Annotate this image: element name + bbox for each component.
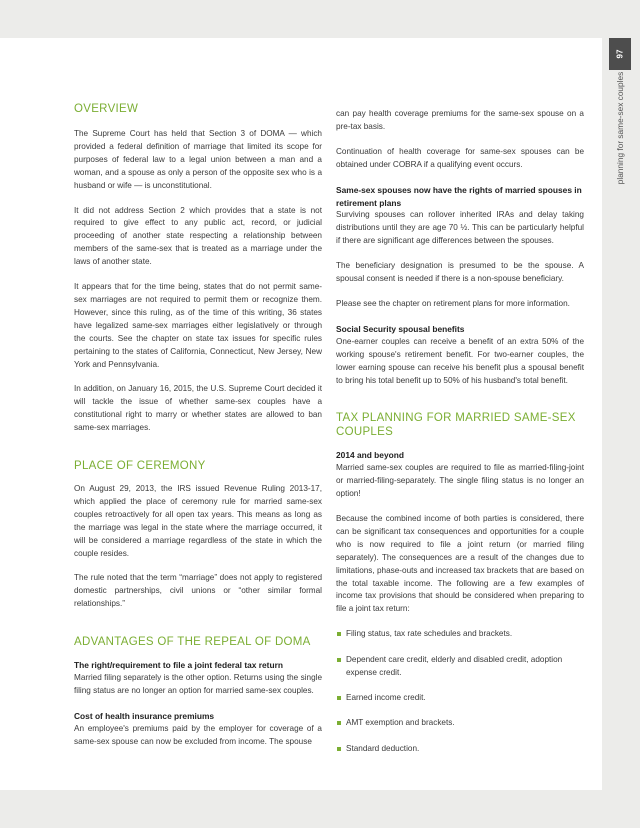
retirement-subheading: Same-sex spouses now have the rights of married spouses in retirement plans bbox=[336, 184, 582, 208]
ceremony-paragraph: On August 29, 2013, the IRS issued Revenue Ruling 2013-17, which applied the place of ceremony rule for married same-sex couples retroactively for all open tax years. This means as long as the marriage was legal in the state where the marriage occurred, it will be considered a marriage regardless of the state in which the couple resides. bbox=[74, 484, 322, 558]
health-premiums-paragraph: An employee's premiums paid by the employer for coverage of a same-sex spouse can now be excluded from income. The spouse bbox=[74, 723, 322, 746]
place-of-ceremony-heading: PLACE OF CEREMONY bbox=[74, 460, 206, 473]
running-section-title: planning for same-sex couples bbox=[615, 71, 625, 185]
list-item: Standard deduction. bbox=[336, 743, 584, 756]
list-item: Filing status, tax rate schedules and brackets. bbox=[336, 628, 584, 641]
page-number-tab bbox=[609, 38, 631, 70]
joint-return-subheading: The right/requirement to file a joint federal tax return bbox=[74, 660, 283, 671]
beyond-2014-paragraph: Married same-sex couples are required to file as married-filing-joint or married-filing-separately. The single filing status is no longer an option! bbox=[336, 463, 584, 499]
health-continued-paragraph: can pay health coverage premiums for the same-sex spouse on a pre-tax basis. bbox=[336, 109, 584, 131]
health-premiums-subheading: Cost of health insurance premiums bbox=[74, 710, 215, 721]
advantages-heading: ADVANTAGES OF THE REPEAL OF DOMA bbox=[74, 636, 311, 649]
retirement-paragraph: Please see the chapter on retirement plans for more information. bbox=[336, 298, 570, 308]
left-column bbox=[74, 102, 322, 749]
retirement-paragraph: The beneficiary designation is presumed to be the spouse. A spousal consent is needed if there is a non-spouse beneficiary. bbox=[336, 261, 584, 284]
list-item: Earned income credit. bbox=[336, 692, 584, 705]
right-column bbox=[336, 108, 584, 768]
list-item: AMT exemption and brackets. bbox=[336, 717, 584, 730]
social-security-paragraph: One-earner couples can receive a benefit of an extra 50% of the working spouse's retirement benefit. For two-earner couples, the lower earning spouse can receive his benefit plus a spousal benefit to bring his total benefit up to 50% of his husband's total benefit. bbox=[336, 336, 584, 385]
overview-paragraph: It did not address Section 2 which provides that a state is not required to give effect to any public act, record, or judicial proceeding of another state respecting a relationship between members of the same-sex that is treated as a marriage under the laws of another state. bbox=[74, 205, 322, 267]
overview-paragraph: In addition, on January 16, 2015, the U.S. Supreme Court decided it will tackle the issue of whether same-sex couples have a constitutional right to marry or whether states are allowed to ban same-sex marriages. bbox=[74, 384, 322, 433]
tax-planning-heading: TAX PLANNING FOR MARRIED SAME-SEX COUPLES bbox=[336, 412, 576, 439]
beyond-2014-subheading: 2014 and beyond bbox=[336, 450, 404, 461]
tax-provisions-list bbox=[336, 628, 584, 755]
overview-paragraph: The Supreme Court has held that Section 3 of DOMA — which provided a federal definition of marriage that limited its scope for purposes of federal law to a legal union between a man and a woman, and a spouse as only a person of the opposite sex who is a husband or wife — is unconstitutional. bbox=[74, 129, 322, 190]
overview-heading: OVERVIEW bbox=[74, 103, 139, 115]
social-security-subheading: Social Security spousal benefits bbox=[336, 323, 465, 334]
beyond-2014-paragraph: Because the combined income of both parties is considered, there can be significant tax consequences and opportunities for a couple who is now required to file a joint return (or married filing separately). The consequences are a result of the changes due to limitations, phase-outs and increased tax brackets that are based on the total taxable income. The following are a few examples of income tax provisions that should be considered when preparing to file a joint tax return: bbox=[336, 514, 584, 614]
list-item: Dependent care credit, elderly and disabled credit, adoption expense credit. bbox=[336, 654, 584, 680]
joint-return-paragraph: Married filing separately is the other option. Returns using the single filing status are no longer an option for married same-sex couples. bbox=[74, 673, 322, 695]
page-number: 97 bbox=[615, 49, 625, 59]
ceremony-paragraph: The rule noted that the term “marriage” does not apply to registered domestic partnerships, civil unions or “other similar formal relationships.” bbox=[74, 573, 322, 609]
retirement-paragraph: Surviving spouses can rollover inherited IRAs and delay taking distributions until they are age 70 ½. This can be particularly helpful if there are significant age differences between the spouses. bbox=[336, 210, 584, 246]
cobra-paragraph: Continuation of health coverage for same-sex spouses can be obtained under COBRA if a qualifying event occurs. bbox=[336, 146, 584, 169]
overview-paragraph: It appears that for the time being, states that do not permit same-sex marriages are not required to permit them or recognize them. However, since this ruling, as of the time of this writing, 36 states have legalized same-sex marriages either legislatively or through the courts. See the chapter on state tax issues for specific rules pertaining to the states of California, Connecticut, New Jersey, New York and Pennsylvania. bbox=[74, 282, 322, 369]
